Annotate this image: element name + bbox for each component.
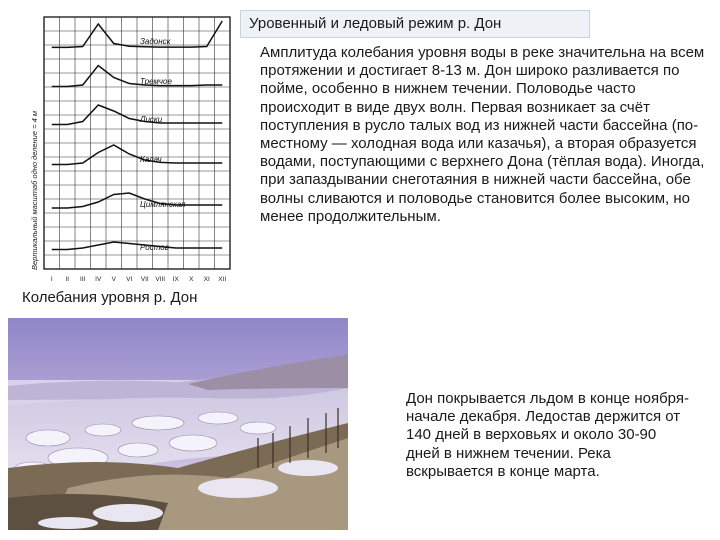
month-label: IX [172,276,179,283]
chart-caption: Колебания уровня р. Дон [22,289,198,306]
month-label: II [65,276,70,283]
month-label: XII [218,276,227,283]
station-label: Цимлянская [140,200,186,209]
station-label: Тремчое [140,77,172,86]
level-regime-paragraph: Амплитуда колебания уровня воды в реке значительна на всем протяжении и достигает 8-13 м. Дон широко разливается по пойме, особенно в нижнем течении. Половодье часто происходит в виде двух волн. Первая возникает за счёт поступления в русло талых вод из нижней части бассейна (по-местному — холодная вода или казачья), а вторая образуется водами, поступающими с верхнего Дона (тёплая вода). Иногда, при запаздывании снеготаяния в нижней части бассейна, обе волны сливаются и половодье становится более высоким, но менее продолжительным. [260,44,705,225]
station-label: Лиски [140,115,163,124]
level-fluctuation-chart [30,12,235,290]
slide-title: Уровенный и ледовый режим р. Дон [249,15,502,32]
month-label: V [111,276,116,283]
month-label: VI [126,276,133,283]
month-label: III [80,276,86,283]
chart-y-axis-label: Вертикальный масштаб одно деление = 4 м [30,111,39,270]
ice-regime-paragraph: Дон покрывается льдом в конце ноября-начале декабря. Ледостав держится от 140 дней в верховьях и около 30-90 дней в нижнем течении. Река вскрывается в конце марта. [406,390,689,480]
station-label: Задонск [140,37,171,46]
month-label: X [189,276,194,283]
month-label: IV [95,276,102,283]
month-label: XI [203,276,210,283]
frozen-don-river-photo [8,318,348,530]
station-label: Ростов [140,243,169,252]
month-label: VIII [155,276,166,283]
slide-title-box [240,10,590,38]
month-label: VII [140,276,149,283]
station-label: Калач [140,155,162,164]
month-label: I [50,276,53,283]
